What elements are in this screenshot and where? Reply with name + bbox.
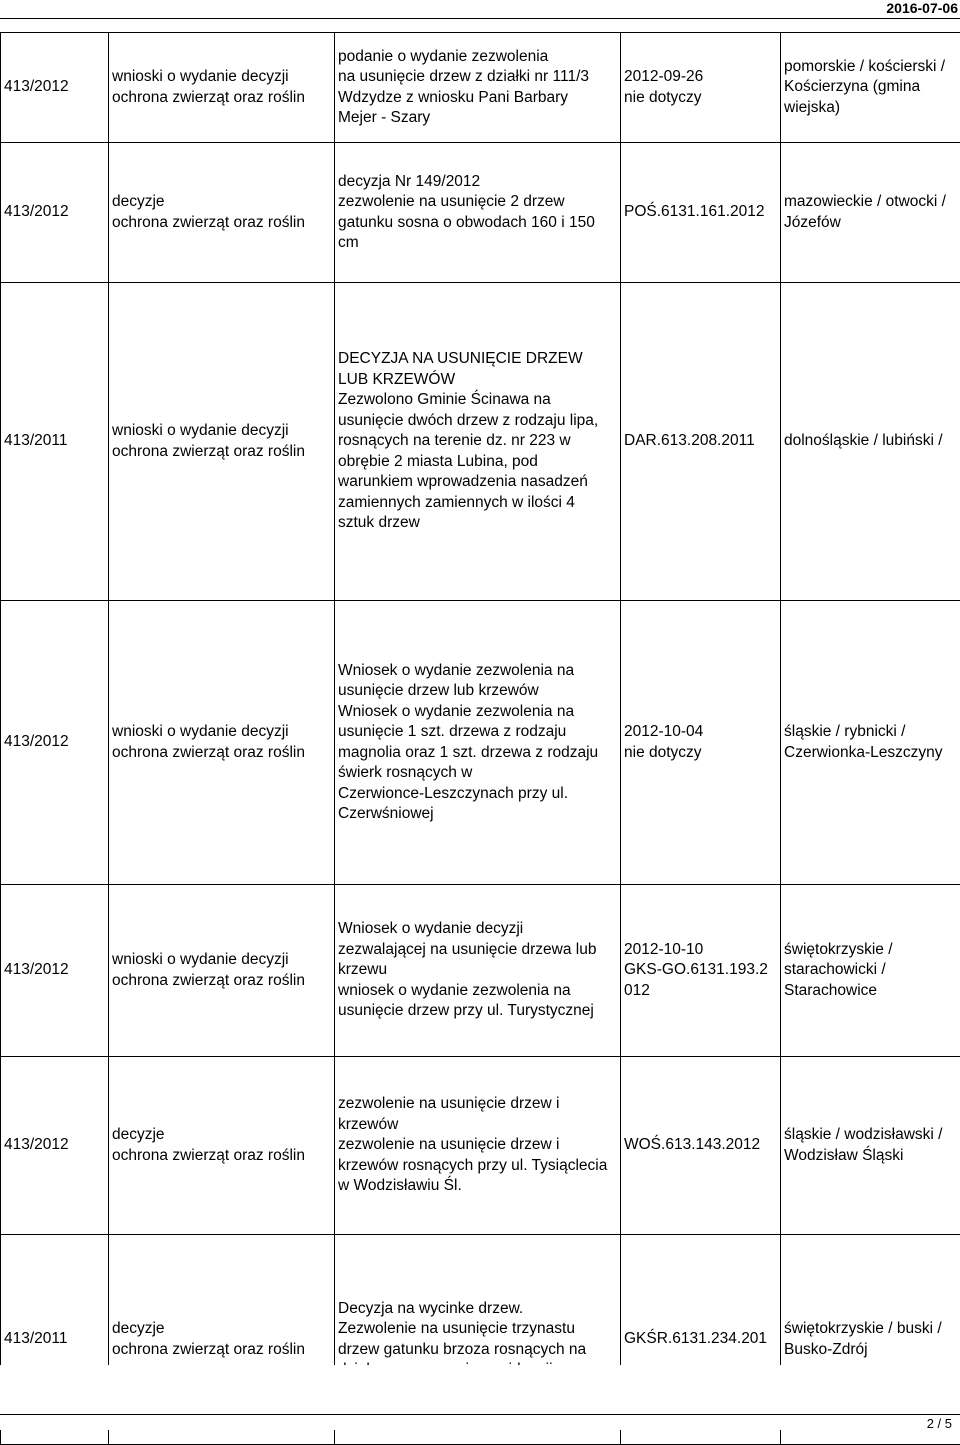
- record-type: wnioski o wydanie decyzji ochrona zwierząt oraz roślin: [109, 283, 335, 601]
- record-location: mazowieckie / otwocki / Józefów: [781, 143, 960, 283]
- record-location: dolnośląskie / lubiński /: [781, 283, 960, 601]
- footer-rule: [0, 1414, 960, 1415]
- record-description: DECYZJA NA USUNIĘCIE DRZEW LUB KRZEWÓW Zezwolono Gminie Ścinawa na usunięcie dwóch drzew z rodzaju lipa, rosnących na terenie dz. nr 223 w obrębie 2 miasta Lubina, pod warunkiem wprowadzenia nasadzeń zamiennych zamiennych w ilości 4 sztuk drzew: [335, 283, 621, 601]
- record-reference: WOŚ.613.143.2012: [621, 1057, 781, 1235]
- record-description: Decyzja na wycinke drzew. Zezwolenie na usunięcie trzynastu drzew gatunku brzoza rosnących na: [335, 1235, 621, 1445]
- record-type: decyzje ochrona zwierząt oraz roślin: [109, 1235, 335, 1445]
- record-type: wnioski o wydanie decyzji ochrona zwierząt oraz roślin: [109, 885, 335, 1057]
- table-row: [1, 283, 960, 601]
- record-reference: POŚ.6131.161.2012: [621, 143, 781, 283]
- table-row: [1, 33, 960, 143]
- record-description: zezwolenie na usunięcie drzew i krzewów zezwolenie na usunięcie drzew i krzewów rosnących przy ul. Tysiąclecia w Wodzisławiu Śl.: [335, 1057, 621, 1235]
- record-location: świętokrzyskie / starachowicki / Starachowice: [781, 885, 960, 1057]
- record-id: 413/2011: [1, 1235, 109, 1445]
- record-reference: 2012-10-10 GKS-GO.6131.193.2 012: [621, 885, 781, 1057]
- table-row: [1, 885, 960, 1057]
- record-location: świętokrzyskie / buski / Busko-Zdrój: [781, 1235, 960, 1445]
- record-description: Wniosek o wydanie decyzji zezwalającej na usunięcie drzewa lub krzewu wniosek o wydanie zezwolenia na usunięcie drzew przy ul. Turystycznej: [335, 885, 621, 1057]
- record-id: 413/2012: [1, 601, 109, 885]
- register-table: [0, 32, 960, 1445]
- record-id: 413/2012: [1, 885, 109, 1057]
- table-row: [1, 601, 960, 885]
- record-reference: 2012-10-04 nie dotyczy: [621, 601, 781, 885]
- record-id: 413/2012: [1, 143, 109, 283]
- table-row: [1, 1057, 960, 1235]
- record-description: decyzja Nr 149/2012 zezwolenie na usunięcie 2 drzew gatunku sosna o obwodach 160 i 150 cm: [335, 143, 621, 283]
- record-location: śląskie / wodzisławski / Wodzisław Śląski: [781, 1057, 960, 1235]
- record-id: 413/2012: [1, 1057, 109, 1235]
- table-row: [1, 143, 960, 283]
- record-reference: 2012-09-26 nie dotyczy: [621, 33, 781, 143]
- record-type: decyzje ochrona zwierząt oraz roślin: [109, 1057, 335, 1235]
- record-description: Wniosek o wydanie zezwolenia na usunięcie drzew lub krzewów Wniosek o wydanie zezwolenia na usunięcie 1 szt. drzewa z rodzaju magnolia oraz 1 szt. drzewa z rodzaju świerk rosnących w Czerwionce-Leszczynach przy ul. Czerwśniowej: [335, 601, 621, 885]
- record-location: śląskie / rybnicki / Czerwionka-Leszczyny: [781, 601, 960, 885]
- record-reference: DAR.613.208.2011: [621, 283, 781, 601]
- record-reference: GKŚR.6131.234.201: [621, 1235, 781, 1445]
- record-description: podanie o wydanie zezwolenia na usunięcie drzew z działki nr 111/3 Wdzydze z wniosku Pani Barbary Mejer - Szary: [335, 33, 621, 143]
- record-id: 413/2011: [1, 283, 109, 601]
- document-date: 2016-07-06: [886, 0, 958, 16]
- record-id: 413/2012: [1, 33, 109, 143]
- record-location: pomorskie / kościerski / Kościerzyna (gmina wiejska): [781, 33, 960, 143]
- page-number: 2 / 5: [927, 1417, 952, 1430]
- page-bottom-margin: [0, 1365, 960, 1430]
- header-rule: [0, 18, 960, 19]
- record-type: wnioski o wydanie decyzji ochrona zwierząt oraz roślin: [109, 601, 335, 885]
- record-type: decyzje ochrona zwierząt oraz roślin: [109, 143, 335, 283]
- record-type: wnioski o wydanie decyzji ochrona zwierząt oraz roślin: [109, 33, 335, 143]
